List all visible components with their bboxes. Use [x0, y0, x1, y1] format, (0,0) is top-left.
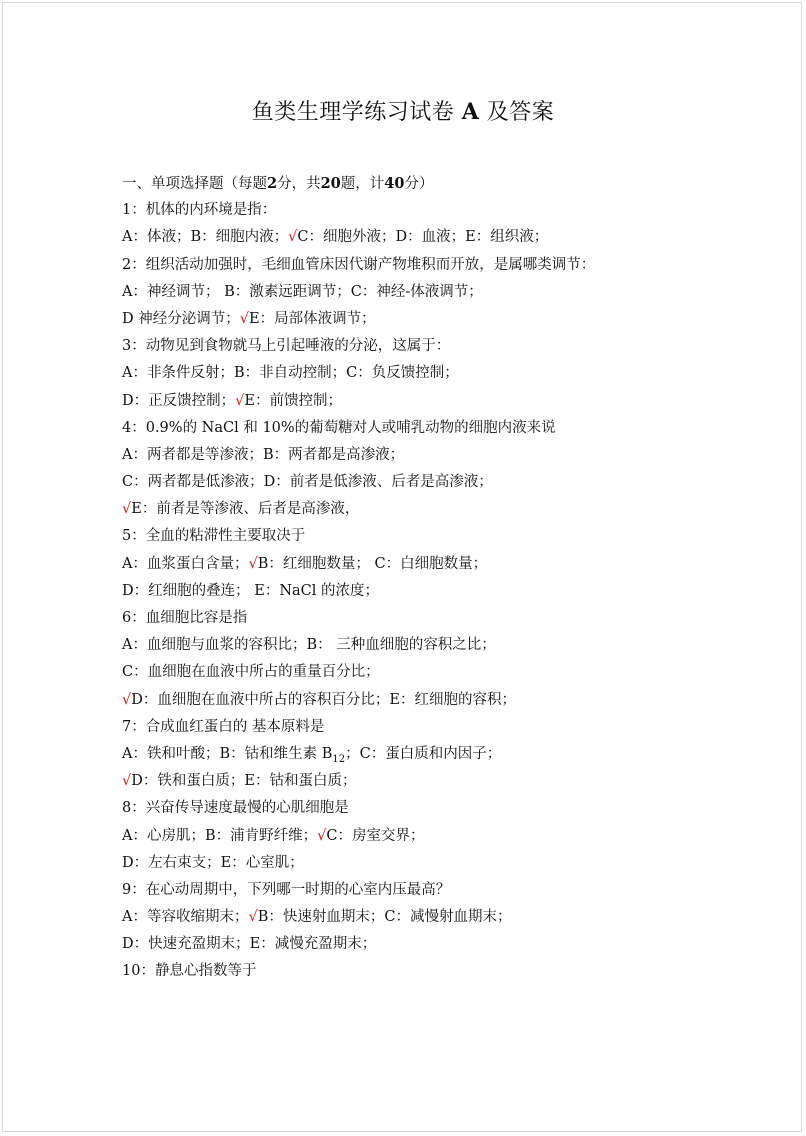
question-10: 10：静息心指数等于 [122, 963, 257, 980]
question-8-options: A：心房肌；B：浦肯野纤维；√C：房室交界； [122, 827, 425, 844]
question-6-options: A：血细胞与血浆的容积比；B： 三种血细胞的容积之比； [122, 637, 496, 654]
question-6-options: √D：血细胞在血液中所占的容积百分比；E：红细胞的容积； [122, 691, 516, 708]
answer-check-icon: √ [248, 909, 258, 926]
answer-check-icon: √ [317, 827, 327, 844]
question-5: 5：全血的粘滞性主要取决于 [122, 528, 306, 545]
title-suffix: 及答案 [486, 100, 555, 125]
question-6: 6：血细胞比容是指 [122, 610, 248, 626]
answer-check-icon: √ [239, 310, 249, 327]
question-7: 7：合成血红蛋白的 基本原料是 [122, 718, 325, 735]
question-4-options: C：两者都是低渗液；D：前者是低渗液、后者是高渗液； [122, 474, 493, 491]
question-2: 2：组织活动加强时，毛细血管床因代谢产物堆积而开放，是属哪类调节： [122, 256, 596, 273]
answer-check-icon: √ [288, 229, 298, 246]
question-2-options: D 神经分泌调节；√E：局部体液调节； [122, 310, 376, 327]
title-bold-letter: A [461, 99, 480, 125]
question-8: 8：兴奋传导速度最慢的心肌细胞是 [122, 800, 349, 817]
document-title [0, 96, 806, 129]
question-4-options: √E：前者是等渗液、后者是高渗液， [122, 501, 360, 518]
question-3: 3：动物见到食物就马上引起唾液的分泌，这属于： [122, 338, 451, 355]
question-4-options: A：两者都是等渗液；B：两者都是高渗液； [122, 446, 405, 463]
answer-check-icon: √ [122, 691, 132, 708]
question-7-options: A：铁和叶酸；B：钴和维生素 $B_{12}$；C：蛋白质和内因子； [122, 745, 502, 765]
answer-check-icon: √ [235, 392, 245, 409]
title-text: 鱼类生理学练习试卷 [251, 100, 455, 125]
question-8-options: D：左右束支；E：心室肌； [122, 854, 304, 871]
question-9-options: A：等容收缩期末；√B：快速射血期末；C：减慢射血期末； [122, 909, 512, 926]
question-1-options: A：体液；B：细胞内液；√C：细胞外液；D：血液；E：组织液； [122, 229, 549, 246]
section-heading: 一、单项选择题（每题2分，共20题，计40分） [122, 175, 434, 192]
question-9: 9：在心动周期中，下列哪一时期的心室内压最高？ [122, 881, 451, 898]
answer-check-icon: √ [122, 773, 132, 790]
question-6-options: C：血细胞在血液中所占的重量百分比； [122, 664, 380, 681]
question-4: 4：0.9%的 NaCl 和 10%的葡萄糖对人或哺乳动物的细胞内液来说 [122, 419, 556, 436]
question-2-options: A：神经调节； B：激素远距调节；C：神经-体液调节； [122, 283, 483, 300]
document-body [122, 170, 742, 986]
answer-check-icon: √ [122, 501, 132, 518]
question-9-options: D：快速充盈期末；E：减慢充盈期末； [122, 936, 377, 953]
question-5-options: A：血浆蛋白含量；√B：红细胞数量； C：白细胞数量； [122, 555, 488, 572]
question-1: 1：机体的内环境是指： [122, 202, 277, 219]
question-3-options: A：非条件反射；B：非自动控制；C：负反馈控制； [122, 365, 459, 382]
answer-check-icon: √ [248, 555, 258, 572]
question-7-options: √D：铁和蛋白质；E：钴和蛋白质； [122, 773, 357, 790]
question-3-options: D：正反馈控制；√E：前馈控制； [122, 392, 342, 409]
question-5-options: D：红细胞的叠连； E：NaCl 的浓度； [122, 582, 379, 599]
